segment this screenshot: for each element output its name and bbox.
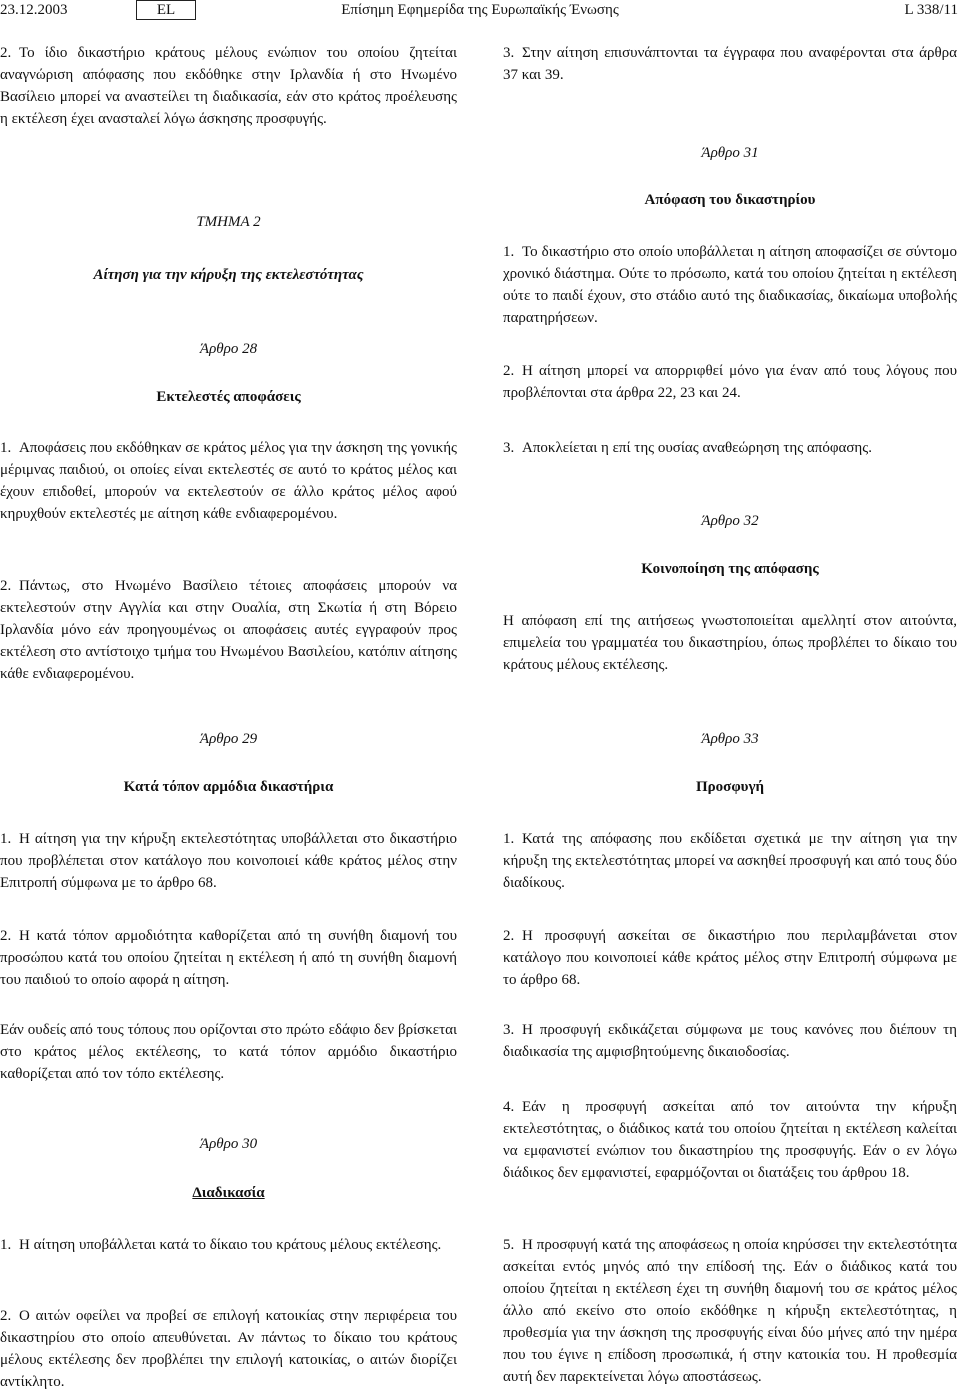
paragraph: 3. Η προσφυγή εκδικάζεται σύμφωνα με τους κανόνες που διέπουν τη διαδικασία της αμφισβητούμενης δικαιοδοσίας. (503, 1022, 957, 1060)
article-label: Άρθρο 29 (199, 731, 258, 747)
paragraph: 2. Πάντως, στο Ηνωμένο Βασίλειο τέτοιες αποφάσεις μπορούν να εκτελεστούν στην Αγγλία και στην Ουαλία, στη Σκωτία ή στη Βόρειο Ιρλανδία μόνο εάν προηγουμένως οι αποφάσεις αυτές εγγραφούν προς εκτέλεση στο αντίστοιχο τμήμα του Ηνωμένου Βασιλείου, κατόπιν αίτησης κάθε ενδιαφερομένου. (0, 578, 457, 682)
article-label: Άρθρο 32 (701, 513, 759, 529)
article-title: Κατά τόπον αρμόδια δικαστήρια (123, 779, 334, 795)
article-label: Άρθρο 31 (701, 145, 759, 161)
journal-title: Επίσημη Εφημερίδα της Ευρωπαϊκής Ένωσης (341, 2, 619, 18)
paragraph: 5. Η προσφυγή κατά της αποφάσεως η οποία κηρύσσει την εκτελεστότητα ασκείται εντός μηνός από την επίδοσή της. Εάν ο διάδικος κατά του οποίου ζητείται η εκτέλεση έχει τη συνήθη διαμονή του σε κράτος μέλος άλλο από εκείνο στο οποίο εκδόθηκε η κήρυξη εκτελεστότητας, η προθεσμία για την άσκηση της προσφυγής είναι δύο μήνες από την ημέρα που του έγινε η επίδοση προσωπικά, ή στην κατοικία του. Η προθεσμία αυτή δεν παρεκτείνεται λόγω αποστάσεως. (503, 1237, 957, 1385)
article-title: Εκτελεστές αποφάσεις (156, 389, 301, 405)
paragraph: 3. Αποκλείεται η επί της ουσίας αναθεώρηση της απόφασης. (503, 440, 872, 456)
paragraph: 3. Στην αίτηση επισυνάπτονται τα έγγραφα που αναφέρονται στα άρθρα 37 και 39. (503, 45, 957, 83)
paragraph: 1. Κατά της απόφασης που εκδίδεται σχετικά με την αίτηση για την κήρυξη της εκτελεστότητας μπορεί να ασκηθεί προσφυγή και από τους δύο διαδίκους. (503, 831, 958, 891)
article-label: Άρθρο 33 (701, 731, 759, 747)
article-title: Διαδικασία (192, 1185, 265, 1201)
paragraph: 2. Το ίδιο δικαστήριο κράτους μέλους ενώπιον του οποίου ζητείται αναγνώριση απόφασης που εκδόθηκε στην Ιρλανδία ή στο Ηνωμένο Βασίλειο μπορεί να αναστείλει τη διαδικασία, εάν στο κράτος προέλευσης η εκτέλεση έχει ανασταλεί λόγω άσκησης προσφυγής. (0, 45, 457, 127)
paragraph: Εάν ουδείς από τους τόπους που ορίζονται στο πρώτο εδάφιο δεν βρίσκεται στο κράτος μέλος εκτέλεσης, το κατά τόπον αρμόδιο δικαστήριο καθορίζεται από τον τόπο εκτέλεσης. (0, 1022, 457, 1082)
paragraph: 2. Ο αιτών οφείλει να προβεί σε επιλογή κατοικίας στην περιφέρεια του δικαστηρίου στο οποίο απευθύνεται. Αν πάντως το δίκαιο του κράτους μέλους εκτέλεσης δεν προβλέπει την επιλογή κατοικίας, ο αιτών διορίζει αντίκλητο. (0, 1308, 457, 1390)
paragraph: 2. Η κατά τόπον αρμοδιότητα καθορίζεται από τη συνήθη διαμονή του προσώπου κατά του οποίου ζητείται η εκτέλεση ή από τη συνήθη διαμονή του παιδιού το οποίο αφορά η αίτηση. (0, 928, 457, 988)
section-title: Αίτηση για την κήρυξη της εκτελεστότητας (93, 267, 364, 283)
article-title: Προσφυγή (695, 779, 765, 795)
language-code-box: EL (136, 0, 196, 20)
section-label: ΤΜΗΜΑ 2 (196, 214, 261, 230)
article-label: Άρθρο 28 (199, 341, 258, 357)
article-label: Άρθρο 30 (199, 1136, 258, 1152)
article-title: Απόφαση του δικαστηρίου (644, 192, 816, 208)
paragraph: 1. Η αίτηση για την κήρυξη εκτελεστότητας υποβάλλεται στο δικαστήριο που προβλέπεται στον κατάλογο που κοινοποιεί κάθε κράτος μέλος στην Επιτροπή σύμφωνα με το άρθρο 68. (0, 831, 457, 891)
paragraph: 2. Η προσφυγή ασκείται σε δικαστήριο που περιλαμβάνεται στον κατάλογο που κοινοποιεί κάθε κράτος μέλος στην Επιτροπή σύμφωνα με το άρθρο 68. (503, 928, 957, 988)
paragraph: 2. Η αίτηση μπορεί να απορριφθεί μόνο για έναν από τους λόγους που προβλέπονται στα άρθρα 22, 23 και 24. (503, 363, 957, 401)
publication-date: 23.12.2003 (0, 2, 68, 18)
paragraph: 1. Η αίτηση υποβάλλεται κατά το δίκαιο του κράτους μέλους εκτέλεσης. (0, 1237, 442, 1253)
paragraph: 1. Το δικαστήριο στο οποίο υποβάλλεται η αίτηση αποφασίζει σε σύντομο χρονικό διάστημα. Ούτε το πρόσωπο, κατά του οποίου ζητείται η εκτέλεση ούτε το παιδί έχουν, στο στάδιο αυτό της διαδικασίας, δικαίωμα υποβολής παρατηρήσεων. (503, 244, 957, 326)
paragraph: 4. Εάν η προσφυγή ασκείται από τον αιτούντα την κήρυξη εκτελεστότητας, ο διάδικος κατά του οποίου ζητείται η εκτέλεση καλείται να εμφανιστεί ενώπιον του δικαστηρίου της προσφυγής. Εάν ο εν λόγω διάδικος δεν εμφανιστεί, εφαρμόζονται οι διατάξεις του άρθρου 18. (503, 1099, 957, 1181)
page-reference: L 338/11 (904, 2, 958, 18)
article-title: Κοινοποίηση της απόφασης (641, 561, 819, 577)
paragraph: 1. Αποφάσεις που εκδόθηκαν σε κράτος μέλος για την άσκηση της γονικής μέριμνας παιδιού, οι οποίες είναι εκτελεστές σε αυτό το κράτος μέλος και έχουν επιδοθεί, μπορούν να εκτελεστούν σε άλλο κράτος μέλος αφού κηρυχθούν εκτελεστές με αίτηση κάθε ενδιαφερομένου. (0, 440, 457, 522)
paragraph: Η απόφαση επί της αιτήσεως γνωστοποιείται αμελλητί στον αιτούντα, επιμελεία του γραμματέα του δικαστηρίου, όπως προβλέπει το δίκαιο του κράτους μέλους εκτέλεσης. (503, 613, 957, 673)
